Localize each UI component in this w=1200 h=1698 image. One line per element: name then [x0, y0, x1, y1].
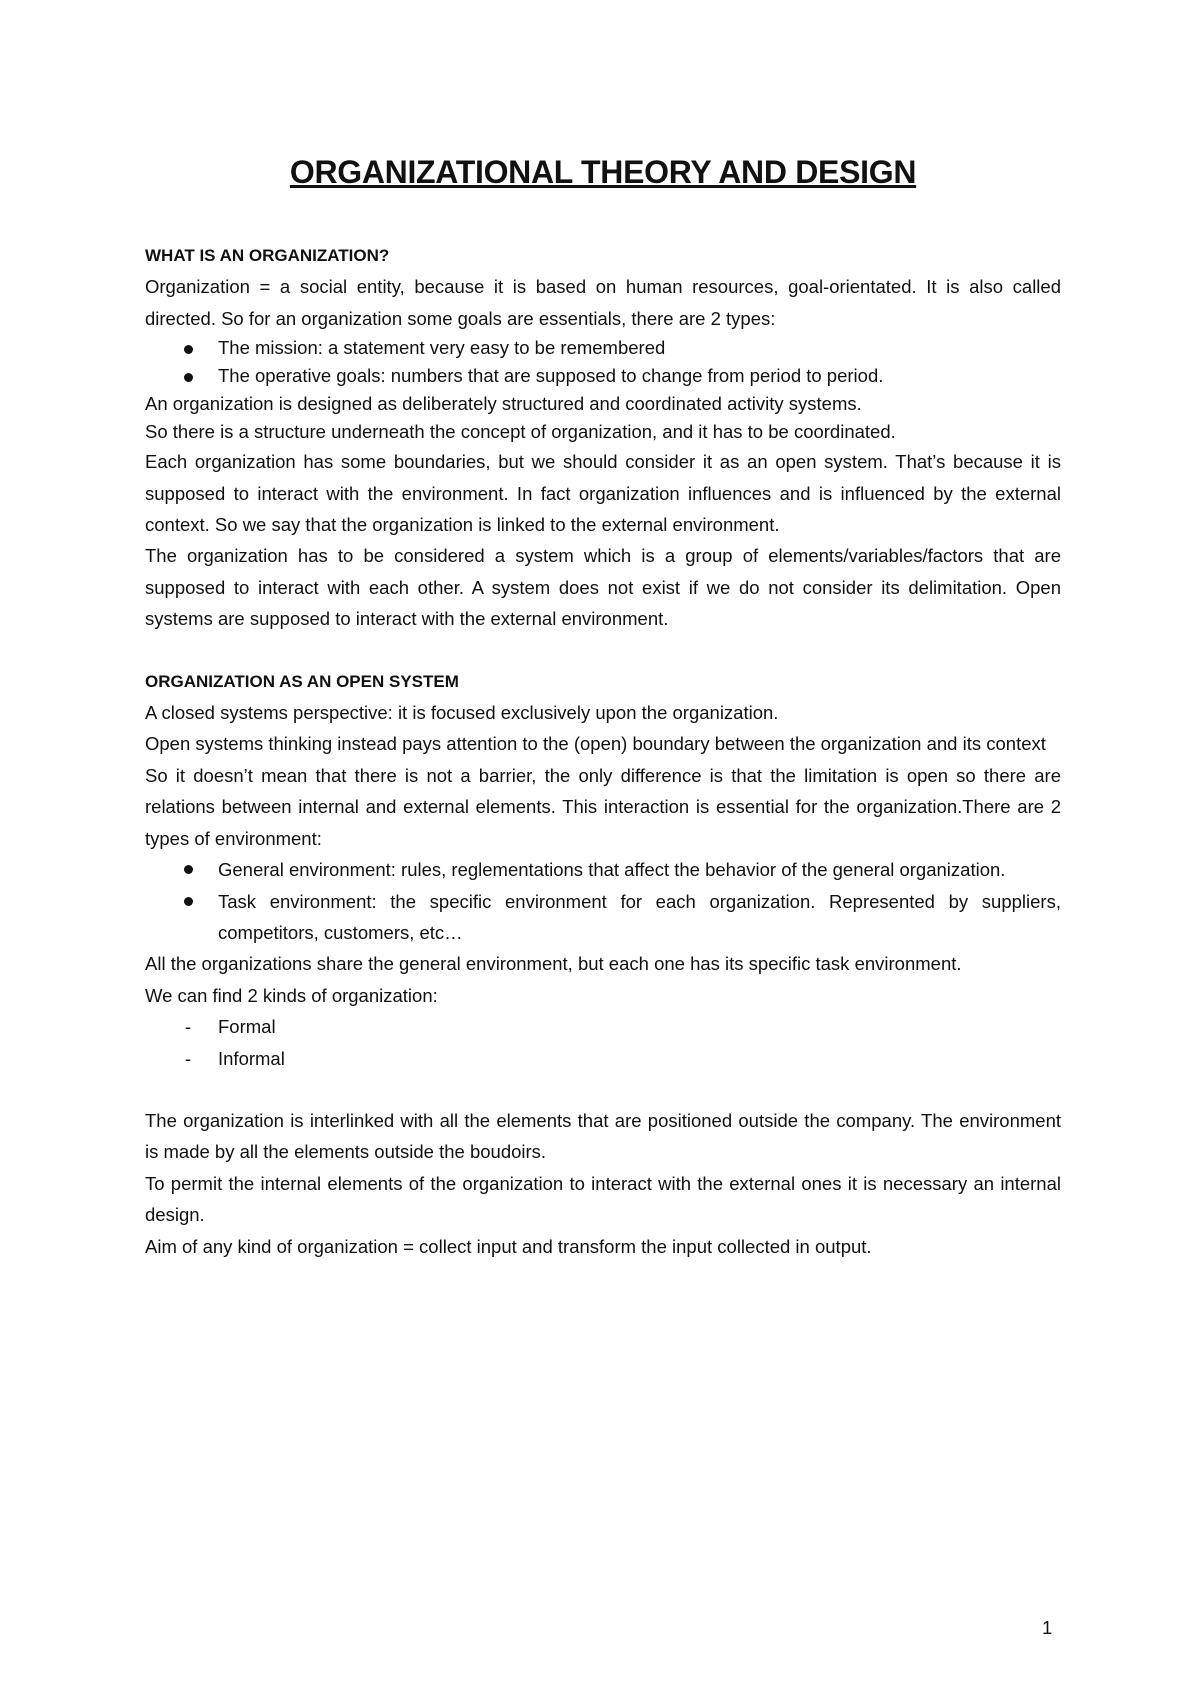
bullet-icon	[184, 345, 193, 354]
spacer	[145, 1074, 1061, 1105]
list-item: The mission: a statement very easy to be remembered	[145, 334, 1061, 362]
page-content	[145, 152, 1061, 1262]
paragraph: An organization is designed as deliberately structured and coordinated activity systems.	[145, 393, 862, 415]
dash-list-organization-kinds	[145, 1011, 1061, 1074]
page-number: 1	[1042, 1617, 1053, 1638]
document-title: ORGANIZATIONAL THEORY AND DESIGN	[289, 154, 917, 190]
bullet-icon	[184, 865, 193, 874]
paragraph: To permit the internal elements of the organization to interact with the external ones it is necessary an internal design.	[145, 1172, 1061, 1226]
dash-icon: -	[185, 1016, 192, 1038]
list-item: - Informal	[145, 1043, 1061, 1074]
bullet-icon	[184, 897, 193, 906]
paragraph: Open systems thinking instead pays attention to the (open) boundary between the organization and its context	[145, 733, 1046, 755]
paragraph: So it doesn’t mean that there is not a barrier, the only difference is that the limitation is open so there are relations between internal and external elements. This interaction is essential for the organization.There are 2 types of environment:	[145, 764, 1061, 849]
section-heading-open-system: ORGANIZATION AS AN OPEN SYSTEM	[145, 671, 459, 691]
bullet-list-environment-types	[145, 854, 1061, 948]
section-heading-what-is-organization: WHAT IS AN ORGANIZATION?	[145, 246, 390, 265]
paragraph: Organization = a social entity, because it is based on human resources, goal-orientated. It is also called directed. So for an organization some goals are essentials, there are 2 types:	[145, 276, 1061, 329]
bullet-icon	[184, 373, 193, 382]
list-item: Task environment: the specific environment for each organization. Represented by suppliers, competitors, customers, etc…	[145, 886, 1061, 949]
list-item: The operative goals: numbers that are supposed to change from period to period.	[145, 362, 1061, 390]
paragraph: All the organizations share the general environment, but each one has its specific task environment.	[145, 953, 962, 975]
spacer	[145, 635, 1061, 666]
paragraph: Each organization has some boundaries, but we should consider it as an open system. That’s because it is supposed to interact with the environment. In fact organization influences and is influenced by the external context. So we say that the organization is linked to the external environment.	[145, 451, 1061, 536]
paragraph: So there is a structure underneath the concept of organization, and it has to be coordinated.	[145, 421, 896, 443]
paragraph: The organization has to be considered a system which is a group of elements/variables/factors that are supposed to interact with each other. A system does not exist if we do not consider its delimitation. Open systems are supposed to interact with the external environment.	[145, 545, 1061, 630]
list-item: - Formal	[145, 1011, 1061, 1042]
bullet-list-goal-types	[145, 334, 1061, 390]
paragraph: We can find 2 kinds of organization:	[145, 984, 438, 1006]
paragraph: The organization is interlinked with all the elements that are positioned outside the company. The environment is made by all the elements outside the boudoirs.	[145, 1109, 1061, 1163]
paragraph: A closed systems perspective: it is focused exclusively upon the organization.	[145, 702, 779, 724]
dash-icon: -	[185, 1047, 192, 1069]
paragraph: Aim of any kind of organization = collect input and transform the input collected in output.	[145, 1235, 872, 1257]
list-item: General environment: rules, reglementations that affect the behavior of the general organization.	[145, 854, 1061, 885]
